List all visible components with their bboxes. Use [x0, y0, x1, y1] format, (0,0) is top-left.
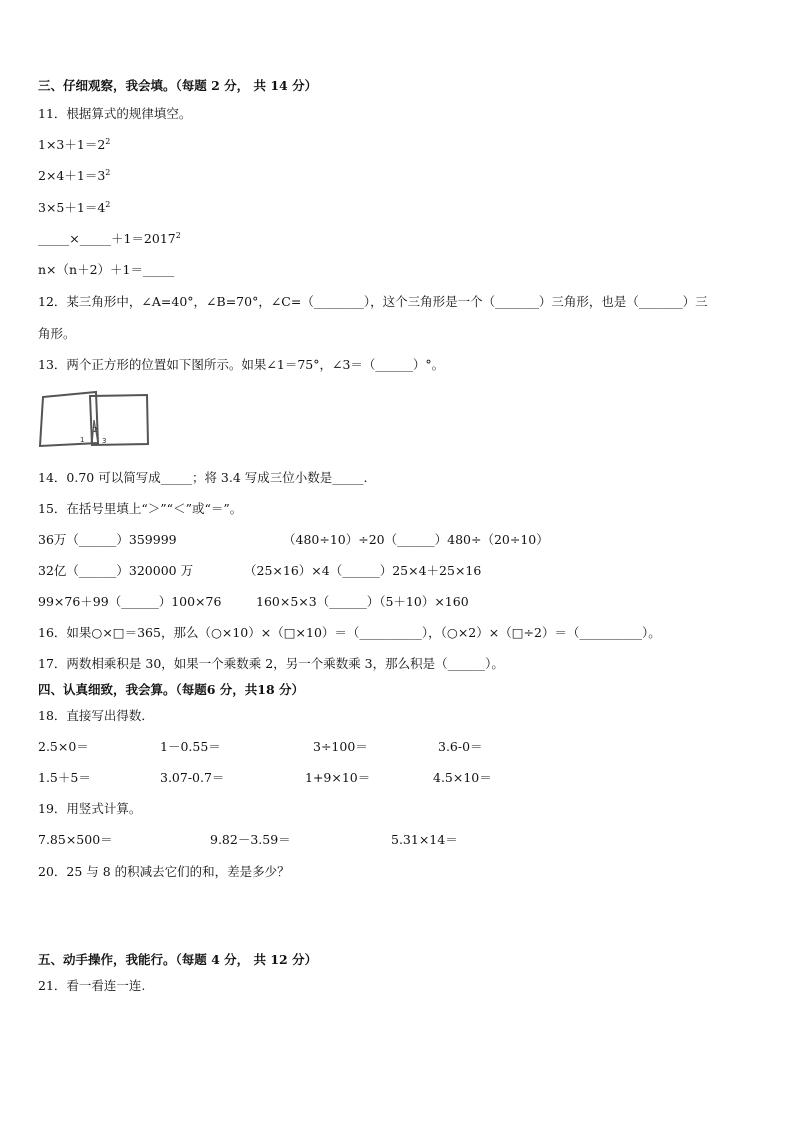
- q18-text: 18．直接写出得数．: [38, 708, 154, 723]
- q19-item: 7.85×500＝: [38, 832, 113, 847]
- q11-row-1-expr: 1×3＋1＝2: [38, 137, 106, 152]
- q19-text: 19．用竖式计算。: [38, 801, 142, 816]
- q15-text: 15．在括号里填上“＞”“＜”或“＝”。: [38, 501, 243, 516]
- q15-row-1-left: 36万（______）359999: [38, 532, 177, 547]
- q18-item: 3.07-0.7＝: [160, 770, 225, 785]
- q12-line-2: 角形。: [38, 326, 76, 341]
- q11-row-4-expr: _____×_____＋1＝2017: [38, 231, 176, 246]
- q12-line-1: 12．某三角形中，∠A=40°，∠B=70°，∠C=（________），这个三角形是一个（_______）三角形，也是（_______）三: [38, 294, 708, 309]
- q15-row-1-right: （480÷10）÷20（______）480÷（20÷10）: [283, 532, 549, 547]
- q11-row-4: [38, 231, 181, 247]
- q13-text: 13．两个正方形的位置如下图所示。如果∠1＝75°，∠3＝（______）°。: [38, 357, 445, 372]
- q18-item: 3÷100＝: [313, 739, 368, 754]
- q11-row-3-expr: 3×5＋1＝4: [38, 200, 106, 215]
- angle-label-2: 2: [93, 426, 98, 434]
- angle-label-3: 3: [102, 437, 107, 445]
- q11-row-3: [38, 200, 110, 216]
- two-squares-figure: [38, 390, 153, 450]
- q14-text: 14．0.70 可以简写成_____；将 3.4 写成三位小数是_____.: [38, 470, 368, 485]
- q19-item: 5.31×14＝: [391, 832, 458, 847]
- q15-row-2-right: （25×16）×4（______）25×4＋25×16: [244, 563, 482, 578]
- section-5-title: 五、动手操作，我能行。（每题 4 分， 共 12 分）: [38, 952, 318, 967]
- q18-item: 3.6-0＝: [438, 739, 483, 754]
- q11-row-1-exp: 2: [105, 137, 111, 146]
- q11-row-3-exp: 2: [105, 200, 111, 209]
- q15-row-3-right: 160×5×3（______）（5＋10）×160: [256, 594, 469, 609]
- q21-text: 21．看一看连一连.: [38, 978, 146, 993]
- q16-text: 16．如果○×□＝365，那么（○×10）×（□×10）＝（__________），（○×2）×（□÷2）＝（__________）。: [38, 625, 661, 640]
- q17-text: 17．两数相乘积是 30，如果一个乘数乘 2，另一个乘数乘 3，那么积是（______）。: [38, 656, 504, 671]
- q15-row-3-left: 99×76＋99（______）100×76: [38, 594, 222, 609]
- q19-item: 9.82－3.59＝: [210, 832, 291, 847]
- q18-item: 2.5×0＝: [38, 739, 89, 754]
- q18-item: 1－0.55＝: [160, 739, 221, 754]
- q11-row-5: n×（n＋2）＋1＝_____: [38, 262, 175, 277]
- section-4-title: 四、认真细致，我会算。（每题6 分，共18 分）: [38, 682, 305, 697]
- q18-item: 1.5＋5＝: [38, 770, 91, 785]
- q20-text: 20．25 与 8 的积减去它们的和，差是多少？: [38, 864, 290, 879]
- q11-row-2-exp: 2: [105, 168, 111, 177]
- q11-text: 11．根据算式的规律填空。: [38, 106, 192, 121]
- q11-row-1: [38, 137, 110, 153]
- q11-row-2-expr: 2×4＋1＝3: [38, 168, 106, 183]
- q11-row-4-exp: 2: [175, 231, 181, 240]
- q15-row-2-left: 32亿（______）320000 万: [38, 563, 194, 578]
- q18-item: 1+9×10＝: [305, 770, 371, 785]
- angle-label-1: 1: [80, 436, 85, 444]
- section-3-title: 三、仔细观察，我会填。（每题 2 分， 共 14 分）: [38, 78, 318, 93]
- q18-item: 4.5×10＝: [433, 770, 492, 785]
- q11-row-2: [38, 168, 110, 184]
